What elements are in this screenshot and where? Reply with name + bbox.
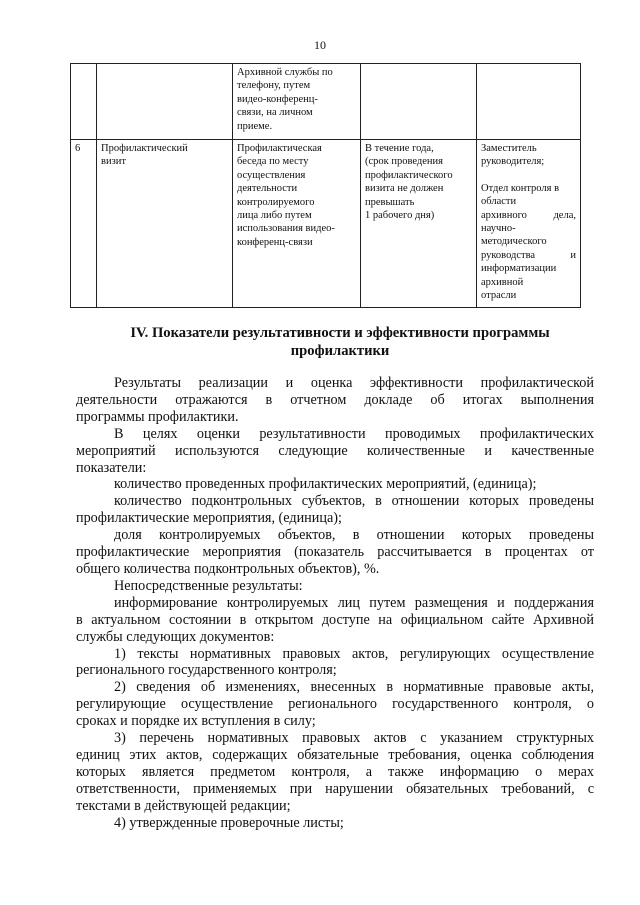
table-cell-number (71, 64, 97, 140)
cell-line: осуществления (237, 169, 306, 181)
heading-line: IV. Показатели результативности и эффективности программы (130, 325, 550, 341)
text-line: регионального государственного контроля; (76, 662, 337, 679)
cell-line: информатизации (481, 263, 557, 275)
text-line: профилактические мероприятия, (единица); (76, 510, 342, 527)
text-line: информирование контролируемых лиц путем размещения и поддержания (114, 594, 594, 611)
cell-line: научно- (481, 223, 516, 235)
cell-line: телефону, путем (237, 80, 311, 92)
table-cell-term (361, 64, 477, 140)
cell-line: архивного дела, (481, 209, 576, 221)
section-body (76, 375, 594, 831)
cell-line: методического (481, 236, 547, 248)
table-cell-responsible (477, 140, 581, 308)
cell-line: видео-конференц- (237, 93, 318, 105)
text-line: 3) перечень нормативных правовых актов с указанием структурных (114, 730, 594, 747)
page-number: 10 (314, 38, 326, 52)
measures-table (70, 63, 581, 308)
text-line: 1) тексты нормативных правовых актов, регулирующих осуществление (114, 645, 594, 662)
text-line: единиц этих актов, содержащих обязательные требования, оценка соблюдения (76, 746, 594, 763)
text-line: профилактические мероприятия (показатель рассчитывается в процентах от (76, 544, 594, 561)
text-line: которых является предметом контроля, а также информацию о мерах (76, 763, 594, 780)
cell-line: руководителя; (481, 156, 545, 168)
cell-line: 1 рабочего дня) (365, 210, 435, 222)
cell-line: лица либо путем (237, 210, 312, 222)
cell-line: архивной (481, 276, 524, 288)
heading-line: профилактики (290, 343, 390, 359)
cell-line: конференц-связи (237, 236, 313, 248)
cell-line: Профилактическая (237, 143, 322, 154)
cell-line: (срок проведения (365, 156, 443, 168)
text-line: в актуальном состоянии в открытом доступе на официальном сайте Архивной (76, 611, 594, 628)
cell-line: Архивной службы по (237, 67, 333, 78)
cell-line: Отдел контроля в (481, 182, 560, 194)
table-cell-name (97, 140, 233, 308)
cell-line: связи, на личном (237, 107, 313, 119)
cell-line: беседа по месту (237, 156, 309, 168)
text-line: сроках и порядке их вступления в силу; (76, 713, 316, 730)
text-line: мероприятий используются следующие количественные и качественные (76, 442, 594, 459)
text-line: 2) сведения об изменениях, внесенных в нормативные правовые акты, (114, 679, 594, 696)
text-line: регулирующие осуществление регионального государственного контроля, о (76, 696, 594, 713)
table-cell-method (233, 140, 361, 308)
cell-line: деятельности (237, 183, 298, 195)
cell-line: визита не должен (365, 183, 444, 195)
section-heading (70, 324, 610, 360)
cell-line: контролируемого (237, 196, 315, 208)
text-line: ответственности, применяемых при нарушении обязательных требований, с (76, 780, 594, 797)
cell-line: использования видео- (237, 223, 335, 235)
cell-line: Заместитель (481, 143, 537, 154)
cell-line: области (481, 196, 517, 208)
table-cell-responsible (477, 64, 581, 140)
cell-line: Профилактический (101, 143, 188, 154)
text-line: 4) утвержденные проверочные листы; (114, 814, 344, 831)
table-row (71, 140, 581, 308)
table-row (71, 64, 581, 140)
text-line: количество подконтрольных субъектов, в отношении которых проведены (114, 493, 594, 510)
table-cell-name (97, 64, 233, 140)
cell-line: В течение года, (365, 143, 434, 154)
cell-line: отрасли (481, 290, 517, 302)
cell-line: профилактического (365, 169, 453, 181)
text-line: В целях оценки результативности проводимых профилактических (114, 425, 594, 442)
cell-line: руководства и (481, 249, 576, 261)
table-cell-number: 6 (71, 140, 97, 308)
text-line: общего количества подконтрольных объектов), %. (76, 560, 380, 577)
text-line: текстами в действующей редакции; (76, 797, 291, 814)
text-line: доля контролируемых объектов, в отношении которых проведены (114, 527, 594, 544)
text-line: Результаты реализации и оценка эффективности профилактической (114, 375, 594, 391)
cell-line: превышать (365, 196, 415, 208)
text-line: Непосредственные результаты: (114, 577, 303, 594)
text-line: программы профилактики. (76, 408, 239, 425)
text-line: деятельности отражаются в отчетном докладе об итогах выполнения (76, 391, 594, 408)
cell-line: визит (101, 156, 126, 168)
table-cell-method (233, 64, 361, 140)
table-cell-term (361, 140, 477, 308)
text-line: показатели: (76, 459, 147, 476)
text-line: количество проведенных профилактических мероприятий, (единица); (114, 476, 537, 493)
cell-line: приеме. (237, 120, 273, 132)
text-line: службы следующих документов: (76, 628, 275, 645)
